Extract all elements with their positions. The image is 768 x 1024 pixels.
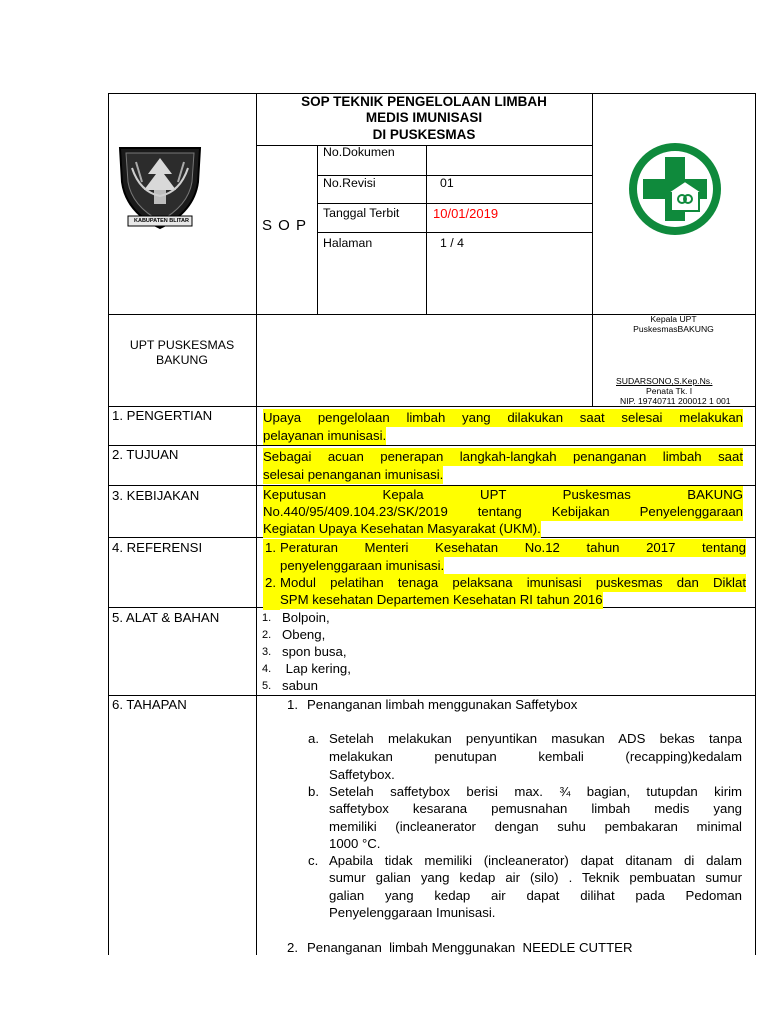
list-item: Bolpoin, xyxy=(282,610,330,625)
signature-nip: NIP. 19740711 200012 1 001 xyxy=(620,396,731,406)
issue-date-value: 10/01/2019 xyxy=(433,206,499,221)
revision-value: 01 xyxy=(440,176,454,190)
substep-text: Setelah saffetybox berisi max. ¾ bagian, tutupdan kirim xyxy=(329,784,742,799)
section-label-pengertian: 1. PENGERTIAN xyxy=(112,408,213,423)
step-number: 1. xyxy=(287,697,298,712)
list-item: sabun xyxy=(282,678,318,693)
list-item-number: 5. xyxy=(262,680,272,692)
page-value: 1 / 4 xyxy=(440,236,464,250)
list-item-number: 2. xyxy=(265,575,276,590)
kabupaten-blitar-logo xyxy=(114,138,206,234)
substep-text: Setelah melakukan penyuntikan masukan ADS bekas tanpa xyxy=(329,731,742,746)
list-item-number: 1. xyxy=(262,612,272,624)
logo-caption: KABUPATEN BLITAR xyxy=(134,218,189,224)
step-title: Penanganan limbah Menggunakan NEEDLE CUTTER xyxy=(307,940,633,955)
substep-letter: b. xyxy=(308,784,319,799)
list-item: Lap kering, xyxy=(282,661,351,676)
list-item: Obeng, xyxy=(282,627,326,642)
revision-label: No.Revisi xyxy=(323,176,376,190)
list-item-number: 1. xyxy=(265,540,276,555)
section-label-tujuan: 2. TUJUAN xyxy=(112,447,179,462)
list-item: spon busa, xyxy=(282,644,347,659)
signature-name: SUDARSONO,S.Kep.Ns. xyxy=(616,376,713,386)
section-label-alat-bahan: 5. ALAT & BAHAN xyxy=(112,610,220,625)
list-item-number: 2. xyxy=(262,629,272,641)
list-item: Peraturan Menteri Kesehatan No.12 tahun 2017 tentang xyxy=(280,540,746,555)
page-label: Halaman xyxy=(323,236,373,250)
signature-title: Kepala UPT xyxy=(650,314,697,324)
step-number: 2. xyxy=(287,940,298,955)
substep-text: Apabila tidak memiliki (incleanerator) dapat ditanam di dalam xyxy=(329,853,742,868)
list-item-number: 3. xyxy=(262,646,272,658)
signature-rank: Penata Tk. I xyxy=(646,386,693,396)
substep-letter: a. xyxy=(308,731,319,746)
doc-number-label: No.Dokumen xyxy=(323,145,395,159)
list-item-number: 4. xyxy=(262,663,272,675)
sop-label: S O P xyxy=(262,217,308,234)
section-label-referensi: 4. REFERENSI xyxy=(112,540,203,555)
step-title: Penanganan limbah menggunakan Saffetybox xyxy=(307,697,578,712)
puskesmas-logo xyxy=(627,141,723,237)
list-item: Modul pelatihan tenaga pelaksana imunisasi puskesmas dan Diklat xyxy=(280,575,746,590)
issue-date-label: Tanggal Terbit xyxy=(323,206,400,220)
section-label-kebijakan: 3. KEBIJAKAN xyxy=(112,488,200,503)
section-label-tahapan: 6. TAHAPAN xyxy=(112,697,187,712)
substep-letter: c. xyxy=(308,853,319,868)
